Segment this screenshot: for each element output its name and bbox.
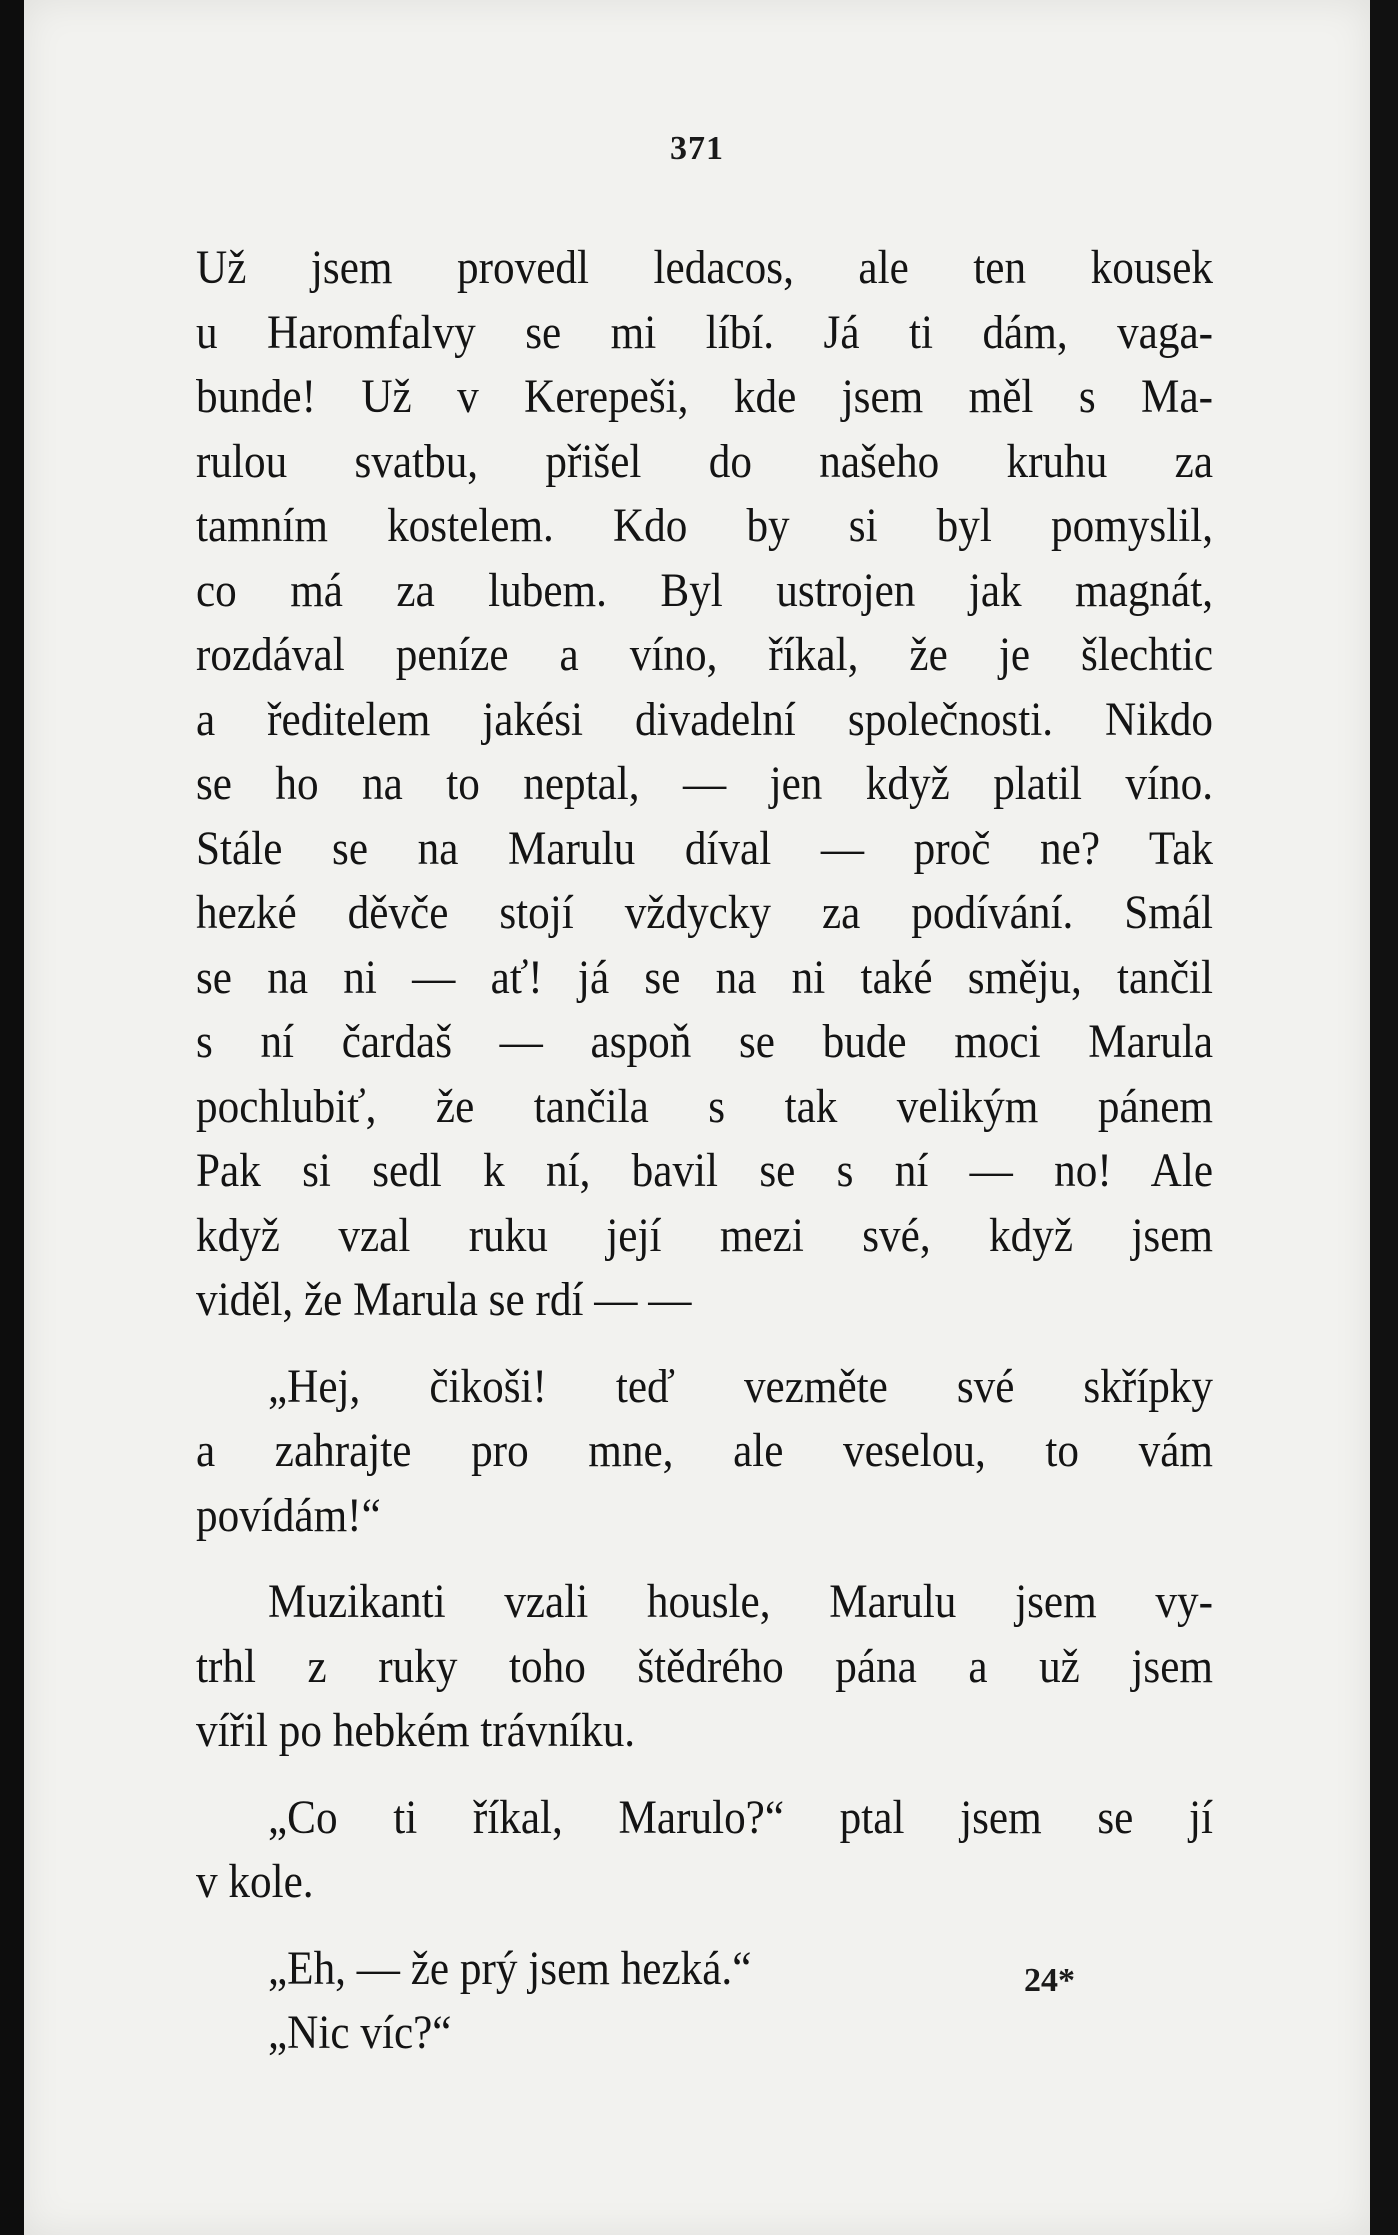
text-line: když vzal ruku její mezi své, když jsem (196, 1208, 1213, 1262)
text-line: bunde! Už v Kerepeši, kde jsem měl s Ma- (196, 370, 1213, 423)
text-line: pochlubiť, že tančila s tak velikým pánem (196, 1079, 1213, 1133)
text-line: Stále se na Marulu díval — proč ne? Tak (196, 821, 1213, 875)
text-line: s ní čardaš — aspoň se bude moci Marula (196, 1015, 1213, 1068)
text-line: Muzikanti vzali housle, Marulu jsem vy- (268, 1575, 1213, 1628)
text-line: „Hej, čikoši! teď vezměte své skřípky (268, 1359, 1213, 1413)
text-line: a zahrajte pro mne, ale veselou, to vám (196, 1424, 1213, 1477)
text-line: „Eh, — že prý jsem hezká.“ (268, 1941, 752, 1995)
page-number: 371 (670, 130, 724, 167)
book-page (24, 0, 1370, 2235)
text-line: viděl, že Marula se rdí — — (196, 1273, 692, 1326)
text-line: a ředitelem jakési divadelní společnosti. Nikdo (196, 692, 1213, 746)
text-line: trhl z ruky toho štědrého pána a už jsem (196, 1639, 1213, 1693)
paragraph-gap (196, 1548, 1114, 1570)
paragraph-gap (196, 1333, 1114, 1355)
text-line: v kole. (196, 1855, 314, 1908)
text-line: „Nic víc?“ (268, 2006, 452, 2059)
text-line: tamním kostelem. Kdo by si byl pomyslil, (196, 499, 1213, 552)
scan-left-edge (0, 0, 24, 2235)
text-line: hezké děvče stojí vždycky za podívání. Smál (196, 886, 1213, 939)
text-line: u Haromfalvy se mi líbí. Já ti dám, vaga- (196, 305, 1213, 359)
text-line: Pak si sedl k ní, bavil se s ní — no! Ale (196, 1144, 1213, 1197)
paragraph-gap (196, 1915, 1114, 1937)
text-line: rulou svatbu, přišel do našeho kruhu za (196, 434, 1213, 488)
text-line: Už jsem provedl ledacos, ale ten kousek (196, 241, 1213, 294)
text-line: co má za lubem. Byl ustrojen jak magnát, (196, 563, 1213, 617)
text-line: povídám!“ (196, 1488, 381, 1542)
text-line: rozdával peníze a víno, říkal, že je šlechtic (196, 628, 1213, 681)
paragraph-gap (196, 1764, 1114, 1786)
signature-mark: 24* (1024, 1962, 1075, 1999)
body-text (196, 236, 1213, 2066)
text-line: vířil po hebkém trávníku. (196, 1704, 636, 1757)
text-line: se na ni — ať! já se na ni také směju, tančil (196, 950, 1213, 1004)
text-line: „Co ti říkal, Marulo?“ ptal jsem se jí (268, 1790, 1213, 1844)
scan-right-edge (1370, 0, 1398, 2235)
text-line: se ho na to neptal, — jen když platil víno. (196, 757, 1213, 810)
